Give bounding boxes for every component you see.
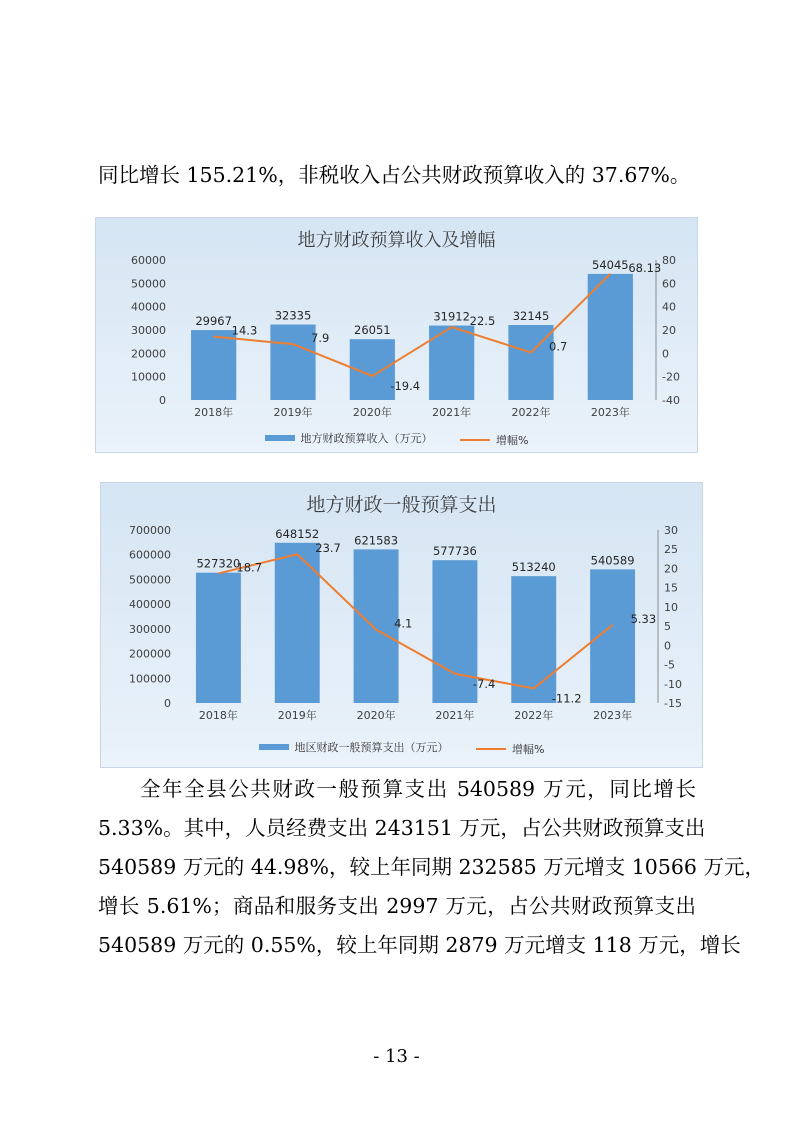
line-data-label: -7.4 <box>472 676 496 691</box>
legend-swatch-bar <box>265 435 295 441</box>
revenue-chart-svg <box>96 218 697 452</box>
bar-data-label: 32335 <box>274 308 312 323</box>
line-data-label: 14.3 <box>231 323 258 338</box>
x-tick-label: 2020年 <box>356 709 396 722</box>
bar-data-label: 577736 <box>432 544 477 559</box>
bar-data-label: 513240 <box>511 560 556 575</box>
page-number: - 13 - <box>373 1046 420 1067</box>
expenditure-chart <box>100 482 703 768</box>
chart-title: 地方财政预算收入及增幅 <box>297 230 496 251</box>
bar <box>432 560 477 703</box>
bar <box>590 569 635 703</box>
x-tick-label: 2022年 <box>511 406 551 419</box>
paragraph-line: 540589 万元的 44.98%，较上年同期 232585 万元增支 10566 万元， <box>98 855 765 879</box>
x-tick-label: 2023年 <box>593 709 633 722</box>
y2-tick-label: 30 <box>664 524 678 537</box>
y2-tick-label: 5 <box>664 620 671 634</box>
legend-item-bar <box>265 430 433 446</box>
expenditure-chart-svg <box>101 483 702 767</box>
bar-data-label: 31912 <box>433 309 470 324</box>
line-data-label: 5.33 <box>630 611 657 626</box>
line-data-label: -19.4 <box>390 378 421 393</box>
paragraph-line: 540589 万元的 0.55%，较上年同期 2879 万元增支 118 万元，增长 <box>98 933 741 957</box>
x-tick-label: 2021年 <box>432 406 472 419</box>
x-tick-label: 2018年 <box>198 709 238 722</box>
bar-data-label: 29967 <box>195 314 232 329</box>
line-data-label: 23.7 <box>315 541 341 556</box>
y-tick-label: 0 <box>164 697 171 710</box>
y2-tick-label: 0 <box>664 639 671 653</box>
line-data-label: 7.9 <box>311 331 330 346</box>
legend-label: 增幅% <box>512 743 545 756</box>
y-tick-label: 100000 <box>129 672 171 686</box>
bar-data-label: 32145 <box>512 308 550 323</box>
bar <box>196 573 241 703</box>
y2-tick-label: 10 <box>664 600 678 614</box>
bar-data-label: 527320 <box>196 556 241 571</box>
x-tick-label: 2023年 <box>590 406 630 419</box>
chart-legend <box>101 739 702 757</box>
bar <box>588 274 633 400</box>
y-tick-label: 300000 <box>129 622 171 636</box>
line-data-label: -11.2 <box>551 691 582 706</box>
y-tick-label: 600000 <box>129 548 171 562</box>
legend-swatch-line <box>476 748 506 750</box>
bar-data-label: 540589 <box>590 553 635 568</box>
x-tick-label: 2020年 <box>352 406 392 419</box>
y2-tick-label: -5 <box>664 658 675 672</box>
y-tick-label: 60000 <box>131 254 166 267</box>
line-data-label: 68.13 <box>628 260 662 275</box>
y2-tick-label: 0 <box>662 347 669 361</box>
y-tick-label: 30000 <box>131 324 166 337</box>
chart-title: 地方财政一般预算支出 <box>306 494 497 516</box>
legend-label: 增幅% <box>496 434 529 447</box>
y2-tick-label: 15 <box>664 581 678 595</box>
y-tick-label: 10000 <box>131 370 166 384</box>
y2-tick-label: 80 <box>662 254 676 267</box>
legend-label: 地区财政一般预算支出（万元） <box>294 741 449 754</box>
line-data-label: 0.7 <box>549 339 568 354</box>
legend-swatch-bar <box>259 744 289 750</box>
bar <box>354 549 399 703</box>
y2-tick-label: 40 <box>662 300 676 314</box>
y2-tick-label: 20 <box>664 562 678 576</box>
y-tick-label: 50000 <box>131 277 166 291</box>
y-tick-label: 500000 <box>129 573 171 587</box>
line-data-label: 18.7 <box>236 560 263 575</box>
y2-tick-label: 60 <box>662 277 676 291</box>
bar <box>270 325 315 400</box>
bar <box>275 543 320 703</box>
x-tick-label: 2018年 <box>194 406 234 419</box>
y-tick-label: 200000 <box>129 647 171 661</box>
y2-tick-label: -20 <box>662 370 680 384</box>
y2-tick-label: 20 <box>662 324 676 337</box>
y-tick-label: 40000 <box>131 300 166 314</box>
bar-data-label: 26051 <box>354 323 391 338</box>
top-text: 同比增长 155.21%，非税收入占公共财政预算收入的 37.67%。 <box>98 163 691 187</box>
y-tick-label: 400000 <box>129 598 171 612</box>
bar <box>511 576 556 703</box>
paragraph-line: 增长 5.61%；商品和服务支出 2997 万元，占公共财政预算支出 <box>98 894 696 918</box>
x-tick-label: 2019年 <box>277 709 317 722</box>
legend-swatch-line <box>460 439 490 441</box>
y-tick-label: 0 <box>159 394 166 407</box>
revenue-chart <box>95 217 698 453</box>
y2-tick-label: 25 <box>664 543 678 557</box>
line-data-label: 22.5 <box>469 314 496 329</box>
paragraph-line: 全年全县公共财政一般预算支出 540589 万元，同比增长 <box>140 777 696 801</box>
bar <box>191 330 236 400</box>
x-tick-label: 2021年 <box>435 709 475 722</box>
legend-label: 地方财政预算收入（万元） <box>300 432 433 445</box>
paragraph-line: 5.33%。其中，人员经费支出 243151 万元，占公共财政预算支出 <box>98 816 706 840</box>
legend-item-line <box>476 741 544 757</box>
x-tick-label: 2022年 <box>514 709 554 722</box>
y2-tick-label: -15 <box>664 697 682 710</box>
y2-tick-label: -10 <box>664 677 682 691</box>
bar-data-label: 648152 <box>275 526 320 541</box>
bar-data-label: 621583 <box>354 533 399 548</box>
chart-legend <box>96 430 697 448</box>
y-tick-label: 700000 <box>129 524 171 537</box>
legend-item-bar <box>259 739 449 755</box>
legend-item-line <box>460 432 528 448</box>
y2-tick-label: -40 <box>662 394 680 407</box>
y-tick-label: 20000 <box>131 347 166 361</box>
bar-data-label: 54045 <box>592 257 629 272</box>
line-data-label: 4.1 <box>394 616 413 631</box>
x-tick-label: 2019年 <box>273 406 313 419</box>
